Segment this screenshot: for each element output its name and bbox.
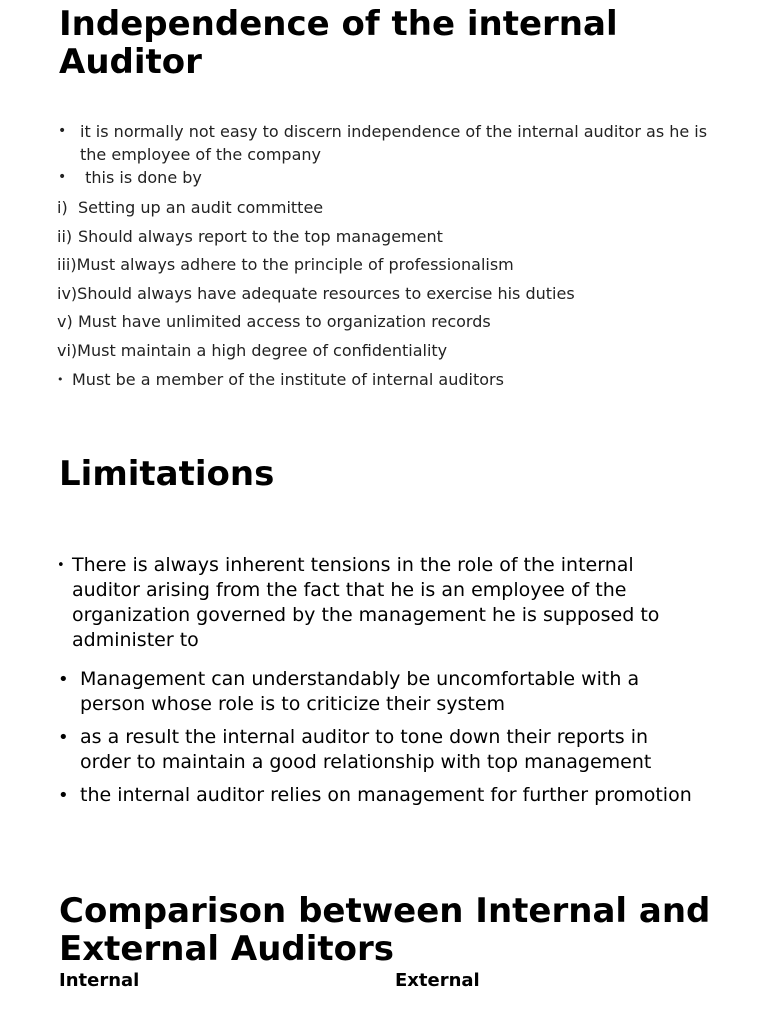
bullet-text: There is always inherent tensions in the role of the internal auditor arising from the fact that he is an employee of the organization governed by the management he is supposed to administer to (72, 554, 660, 651)
bullet-icon: • (58, 669, 69, 690)
limitations-list (57, 553, 697, 808)
bullet-icon: • (58, 169, 67, 185)
list-item (57, 553, 697, 653)
bullet-icon: • (58, 727, 69, 748)
numbered-item (57, 282, 737, 311)
bullet-icon: • (58, 785, 69, 806)
list-item (57, 166, 737, 196)
item-text: Setting up an audit committee (78, 198, 324, 217)
bullet-text: as a result the internal auditor to tone down their reports in order to maintain a good relationship with top management (80, 726, 652, 773)
independence-list (57, 120, 737, 391)
item-number: v) (57, 312, 73, 331)
slide-title-limitations: Limitations (59, 454, 275, 494)
list-item (57, 783, 697, 808)
item-number: i) (57, 198, 68, 217)
list-item (57, 368, 737, 391)
list-item (57, 120, 737, 166)
item-text: Should always report to the top management (78, 226, 443, 246)
bullet-text: this is done by (80, 168, 202, 187)
numbered-item (57, 225, 737, 254)
numbered-item (57, 253, 737, 282)
list-item (57, 725, 697, 775)
item-text: Must always adhere to the principle of professionalism (76, 255, 514, 274)
bullet-text: Must be a member of the institute of internal auditors (72, 369, 504, 389)
bullet-icon: • (58, 123, 67, 139)
bullet-text: the internal auditor relies on management for further promotion (80, 784, 692, 806)
item-text: Must have unlimited access to organization records (78, 312, 491, 331)
item-number: ii) (57, 226, 73, 246)
item-text: Should always have adequate resources to exercise his duties (77, 283, 575, 303)
bullet-icon: • (57, 558, 65, 573)
item-number: iii) (57, 255, 77, 274)
item-number: iv) (57, 283, 78, 303)
numbered-item (57, 339, 737, 368)
item-number: vi) (57, 340, 78, 360)
numbered-item (57, 310, 737, 339)
list-item (57, 667, 697, 717)
slide-title-independence: Independence of the internal Auditor (59, 4, 618, 82)
item-text: Must maintain a high degree of confidentiality (77, 340, 448, 360)
bullet-text: it is normally not easy to discern independence of the internal auditor as he is the employee of the company (80, 122, 708, 164)
bullet-text: Management can understandably be uncomfortable with a person whose role is to criticize their system (80, 668, 640, 715)
numbered-item (57, 196, 737, 225)
slide-title-comparison: Comparison between Internal and External Auditors (59, 891, 711, 969)
column-header-external: External (395, 970, 480, 991)
column-header-internal: Internal (59, 970, 140, 991)
bullet-icon: • (57, 372, 64, 386)
